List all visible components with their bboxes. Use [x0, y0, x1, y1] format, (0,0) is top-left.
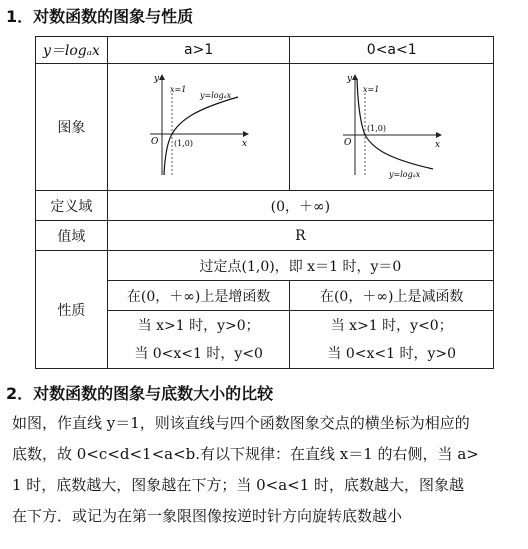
sign-a-gt-1-line1: 当 x>1 时，y>0； [137, 317, 260, 334]
sign-a-lt-1-line2: 当 0<x<1 时，y>0 [327, 345, 457, 362]
domain-value: (0，＋∞) [107, 191, 493, 221]
header-a-lt-1: 0<a<1 [290, 37, 494, 64]
paragraph-line-4: 在下方．或记为在第一象限图像按逆时针方向旋转底数越小 [12, 507, 403, 525]
section1-number: 1． [6, 7, 34, 26]
x-eq-1-label: x=1 [169, 85, 186, 94]
section1-heading [6, 4, 193, 27]
header-a-gt-1: a>1 [107, 37, 290, 64]
table-header-row [36, 37, 494, 64]
curve-label: y=logₐx [199, 91, 231, 100]
graph-a-gt-1 [144, 71, 254, 179]
increasing-text: 在(0，＋∞)上是增函数 [107, 281, 290, 311]
explanation-paragraph [12, 408, 512, 532]
paragraph-line-2: 底数，故 0<c<d<1<a<b.有以下规律：在直线 x＝1 的右侧，当 a> [12, 445, 479, 463]
paragraph-line-3: 1 时，底数越大，图象越在下方；当 0<a<1 时，底数越大，图象越 [12, 476, 465, 494]
range-row [36, 221, 494, 251]
domain-label: 定义域 [36, 191, 108, 221]
graph-a-lt-1-cell [290, 64, 494, 191]
y-axis-label: y [153, 74, 159, 84]
origin-label: O [343, 138, 352, 148]
section2-title: 对数函数的图象与底数大小的比较 [33, 384, 274, 403]
fixed-point-text: 过定点(1,0)，即 x＝1 时，y＝0 [107, 251, 493, 281]
sign-a-gt-1-cell [107, 311, 290, 369]
x-axis-label: x [241, 139, 247, 149]
range-label: 值域 [36, 221, 108, 251]
x-eq-1-label: x=1 [362, 85, 380, 94]
sign-a-lt-1-cell [290, 311, 494, 369]
sign-a-lt-1-line1: 当 x>1 时，y<0； [330, 317, 453, 334]
domain-row [36, 191, 494, 221]
point-label: (1,0) [173, 139, 193, 148]
section2-heading [6, 381, 273, 404]
decreasing-text: 在(0，＋∞)上是减函数 [290, 281, 494, 311]
log-curve-increasing [164, 97, 238, 175]
graph-row [36, 64, 494, 191]
sign-a-gt-1-line2: 当 0<x<1 时，y<0 [134, 345, 263, 362]
curve-label: y=logₐx [388, 170, 420, 179]
section1-title: 对数函数的图象与性质 [33, 7, 194, 26]
range-value: R [107, 221, 493, 251]
paragraph-line-1: 如图，作直线 y＝1，则该直线与四个函数图象交点的横坐标为相应的 [12, 414, 470, 432]
log-properties-table [35, 36, 494, 369]
y-axis-label: y [346, 74, 352, 84]
header-function: y＝logₐx [36, 37, 108, 64]
origin-label: O [150, 137, 159, 147]
properties-label: 性质 [36, 251, 108, 369]
section2-number: 2． [6, 384, 34, 403]
point-label: (1,0) [366, 124, 386, 133]
x-axis-label: x [434, 140, 440, 150]
graph-a-gt-1-cell [107, 64, 290, 191]
graph-a-lt-1 [337, 71, 447, 179]
graph-row-label: 图象 [36, 64, 108, 191]
property-fixed-point-row [36, 251, 494, 281]
